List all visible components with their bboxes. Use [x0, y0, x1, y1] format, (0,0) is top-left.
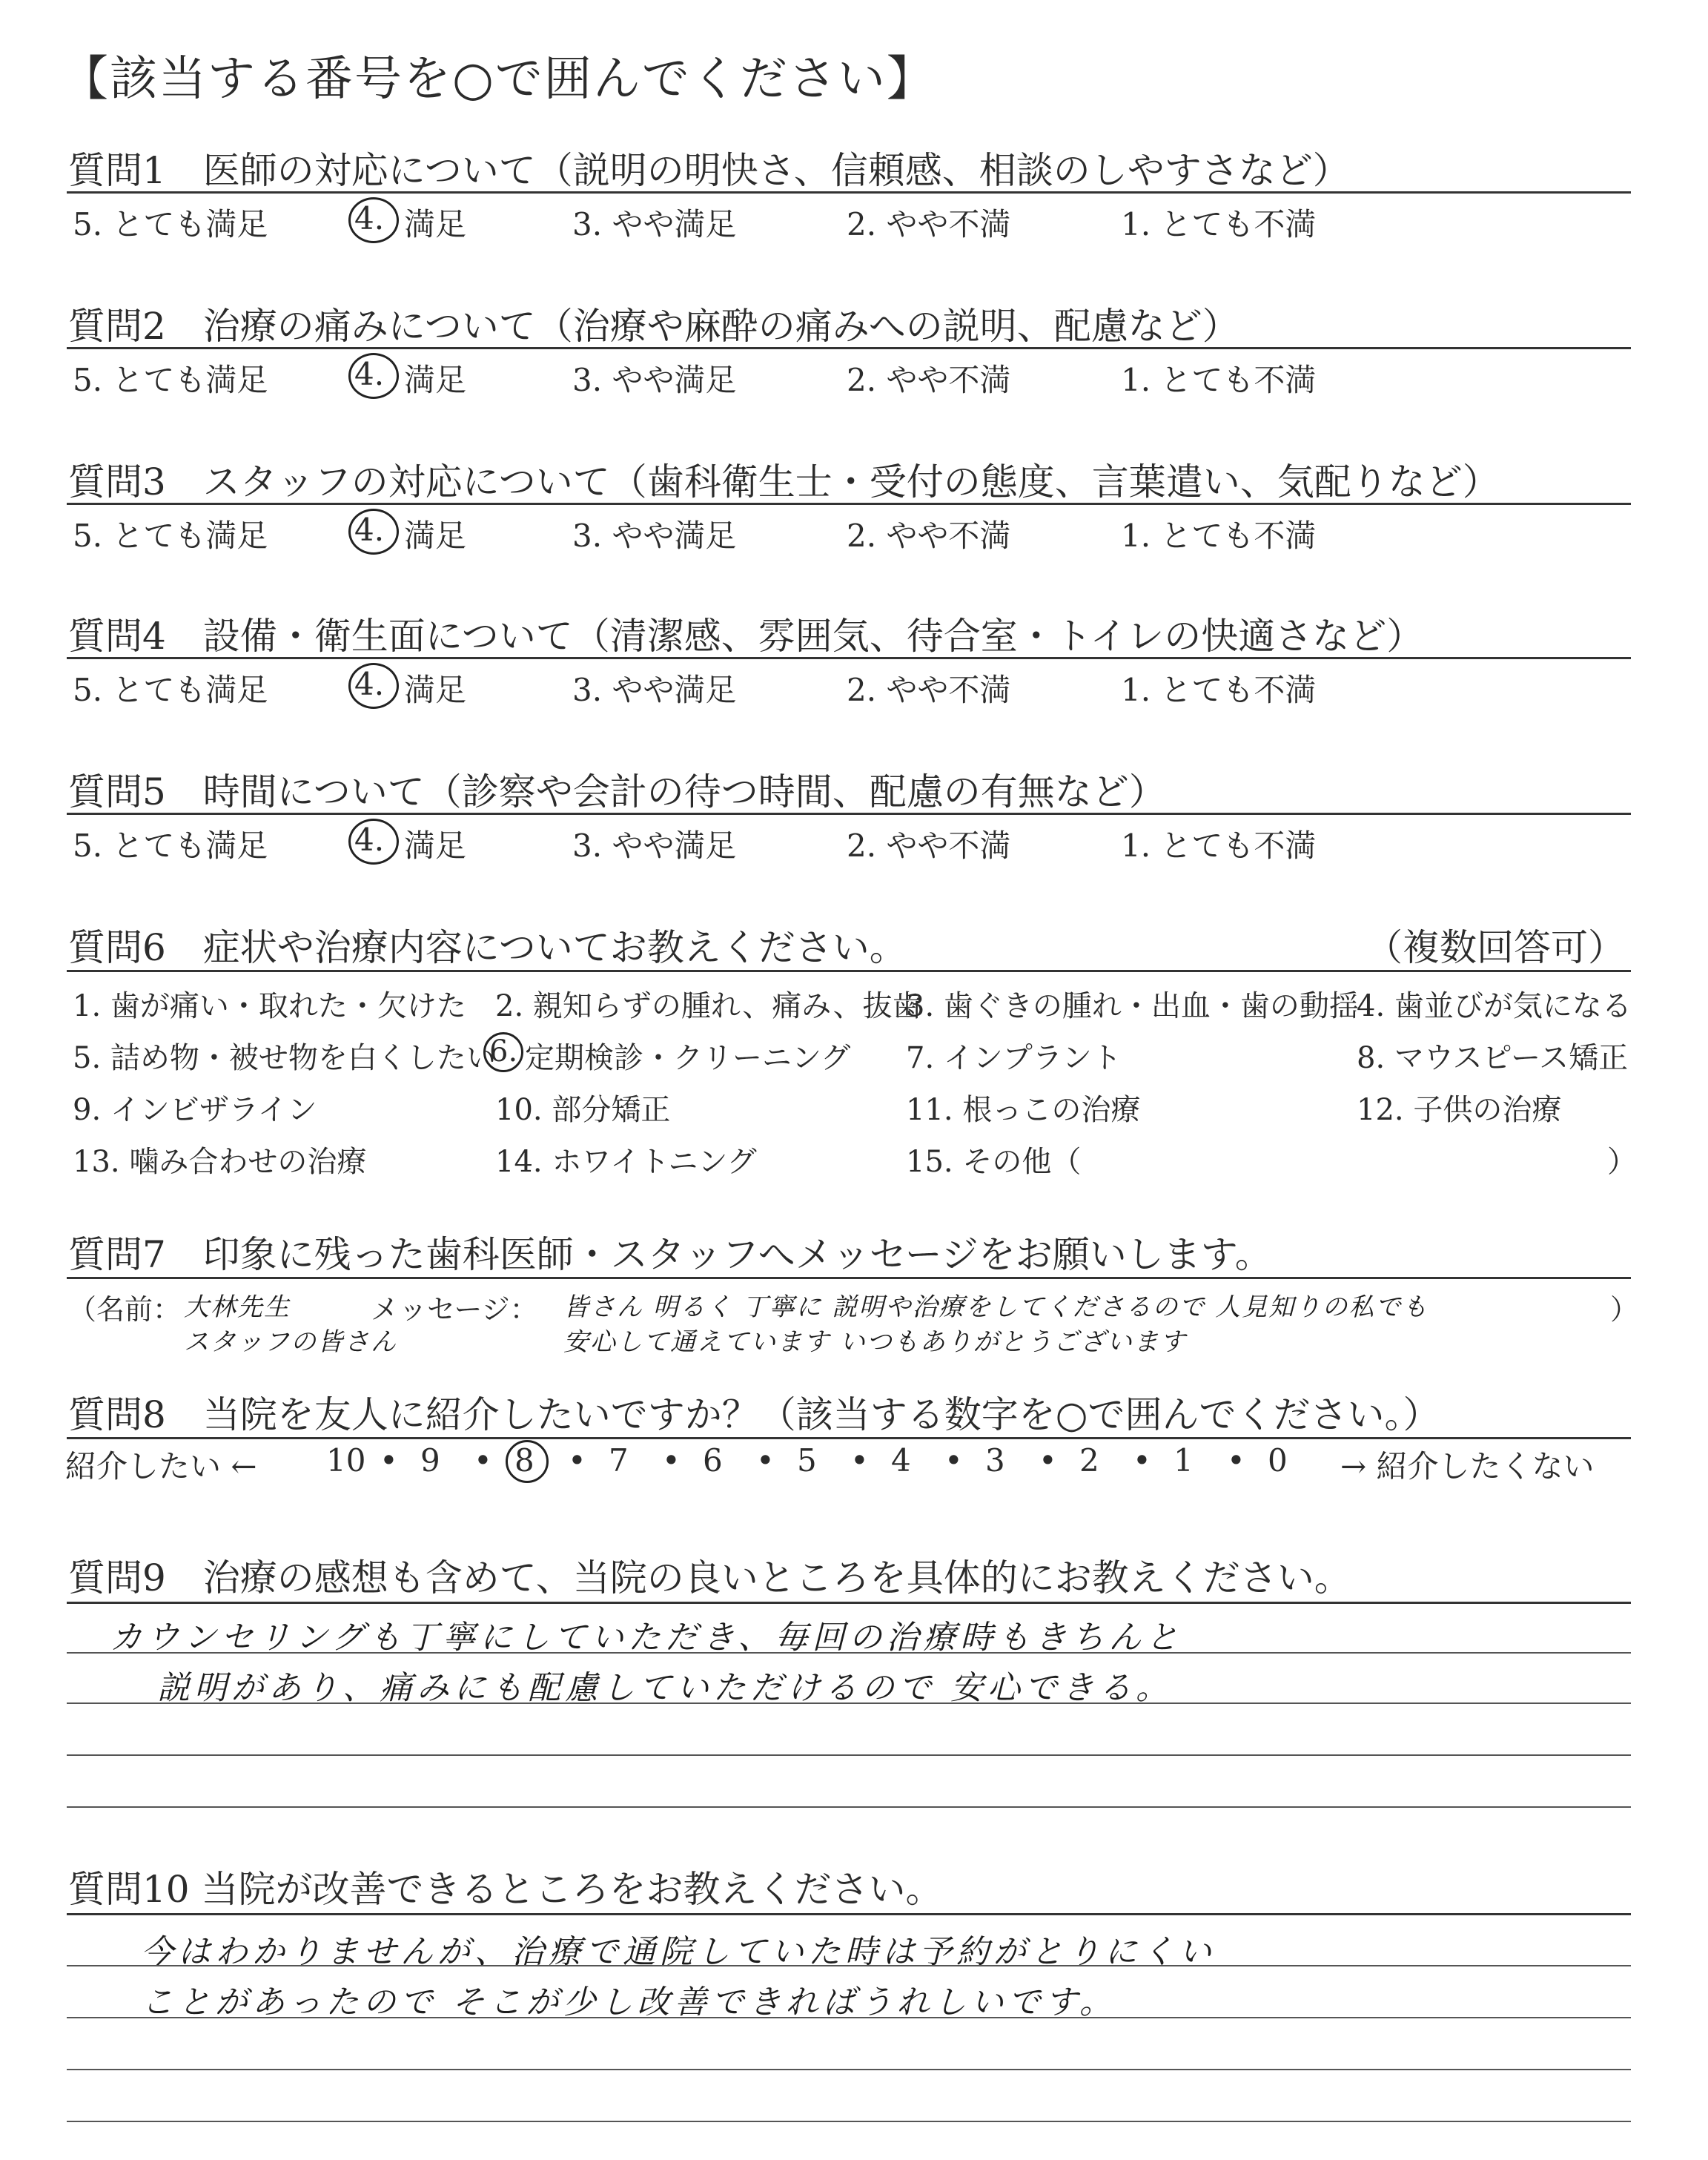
q8-scale-5[interactable]: 5 — [797, 1442, 817, 1479]
q1-selected-circle — [348, 197, 399, 243]
q6-option-4[interactable]: 4. 歯並びが気になる — [1357, 989, 1632, 1023]
q2-opt-4-label[interactable]: 満足 — [404, 362, 467, 398]
q2-rule — [67, 347, 1631, 349]
q9-title: 質問9 治療の感想も含めて、当院の良いところを具体的にお教えください。 — [68, 1556, 1351, 1599]
q2-opt-2[interactable]: 2. やや不満 — [847, 362, 1011, 398]
q9-rule — [67, 1602, 1631, 1604]
q9-answer-line1[interactable]: カウンセリングも丁寧にしていただき、毎回の治療時もきちんと — [110, 1619, 1183, 1657]
q7-close: ） — [1610, 1293, 1639, 1326]
q1-rule — [67, 191, 1631, 194]
q6-option-15-close: ） — [1607, 1145, 1637, 1179]
q9-line-2 — [67, 1702, 1631, 1704]
q5-selected-circle — [348, 819, 399, 865]
q2-opt-1[interactable]: 1. とても不満 — [1121, 362, 1317, 398]
q10-answer-line2[interactable]: ことがあったので そこが少し改善できればうれしいです。 — [141, 1984, 1117, 2021]
q5-opt-1[interactable]: 1. とても不満 — [1121, 828, 1317, 864]
q8-scale-4[interactable]: 4 — [891, 1442, 911, 1479]
q5-opt-4-label[interactable]: 満足 — [404, 828, 467, 864]
q4-opt-4-label[interactable]: 満足 — [404, 672, 467, 708]
q8-scale-dot: • — [1039, 1442, 1057, 1479]
q4-selected-circle — [348, 663, 399, 709]
q8-left-label: 紹介したい ← — [65, 1448, 257, 1484]
q10-line-3 — [67, 2069, 1631, 2070]
q6-option-10[interactable]: 10. 部分矯正 — [495, 1093, 671, 1127]
q8-scale-8[interactable]: 8 — [514, 1442, 534, 1479]
q8-scale-2[interactable]: 2 — [1079, 1442, 1099, 1479]
q9-line-3 — [67, 1754, 1631, 1756]
q4-opt-1[interactable]: 1. とても不満 — [1121, 672, 1317, 708]
q8-scale-dot: • — [850, 1442, 869, 1479]
q3-title: 質問3 スタッフの対応について（歯科衛生士・受付の態度、言葉遣い、気配りなど） — [68, 460, 1500, 503]
q1-opt-4-number[interactable]: 4. — [354, 200, 385, 237]
q7-name-label: （名前： — [68, 1293, 182, 1326]
q5-rule — [67, 813, 1631, 815]
q3-opt-5[interactable]: 5. とても満足 — [73, 518, 268, 554]
q3-opt-4-label[interactable]: 満足 — [404, 518, 467, 554]
q6-option-14[interactable]: 14. ホワイトニング — [495, 1145, 757, 1179]
q5-opt-3[interactable]: 3. やや満足 — [572, 828, 737, 864]
q8-scale-7[interactable]: 7 — [609, 1442, 629, 1479]
q7-rule — [67, 1277, 1631, 1279]
q4-opt-5[interactable]: 5. とても満足 — [73, 672, 268, 708]
q6-option-6-number[interactable]: 6. — [489, 1034, 518, 1069]
q6-option-2[interactable]: 2. 親知らずの腫れ、痛み、抜歯 — [495, 989, 922, 1023]
q2-title: 質問2 治療の痛みについて（治療や麻酔の痛みへの説明、配慮など） — [68, 305, 1239, 348]
q8-scale-dot: • — [474, 1442, 492, 1479]
q8-scale-dot: • — [568, 1442, 586, 1479]
q2-opt-3[interactable]: 3. やや満足 — [572, 362, 737, 398]
q10-line-2 — [67, 2017, 1631, 2018]
q10-title: 質問10 当院が改善できるところをお教えください。 — [68, 1868, 943, 1911]
q8-scale-1[interactable]: 1 — [1174, 1442, 1194, 1479]
q8-scale-dot: • — [944, 1442, 963, 1479]
q6-option-3[interactable]: 3. 歯ぐきの腫れ・出血・歯の動揺 — [906, 989, 1359, 1023]
q10-line-4 — [67, 2121, 1631, 2122]
q8-scale-dot: • — [1133, 1442, 1151, 1479]
q8-scale-dot: • — [380, 1442, 398, 1479]
q6-option-11[interactable]: 11. 根っこの治療 — [906, 1093, 1141, 1127]
q6-rule — [67, 970, 1631, 972]
q5-opt-2[interactable]: 2. やや不満 — [847, 828, 1011, 864]
q2-opt-4-number[interactable]: 4. — [354, 356, 385, 392]
q10-answer-line1[interactable]: 今はわかりませんが、治療で通院していた時は予約がとりにくい — [141, 1933, 1216, 1971]
q1-title: 質問1 医師の対応について（説明の明快さ、信頼感、相談のしやすさなど） — [68, 149, 1350, 192]
page-header: 【該当する番号を○で囲んでください】 — [61, 52, 936, 107]
q6-option-1[interactable]: 1. 歯が痛い・取れた・欠けた — [73, 989, 466, 1023]
q6-option-5[interactable]: 5. 詰め物・被せ物を白くしたい — [73, 1041, 496, 1075]
q8-scale-9[interactable]: 9 — [420, 1442, 440, 1479]
q8-scale-3[interactable]: 3 — [985, 1442, 1005, 1479]
q1-opt-3[interactable]: 3. やや満足 — [572, 206, 737, 242]
q8-rule — [67, 1437, 1631, 1439]
q1-opt-4-label[interactable]: 満足 — [404, 206, 467, 242]
q7-message-line2[interactable]: 安心して通えています いつもありがとうございます — [563, 1327, 1187, 1357]
q6-option-8[interactable]: 8. マウスピース矯正 — [1357, 1041, 1629, 1075]
q3-opt-4-number[interactable]: 4. — [354, 512, 385, 548]
q8-scale-6[interactable]: 6 — [703, 1442, 723, 1479]
q6-option-15[interactable]: 15. その他（ — [906, 1145, 1082, 1179]
q8-scale-dot: • — [1227, 1442, 1245, 1479]
q5-opt-4-number[interactable]: 4. — [354, 822, 385, 858]
q8-selected-circle — [506, 1440, 549, 1483]
q8-scale-10[interactable]: 10 — [326, 1442, 366, 1479]
q8-scale-dot: • — [756, 1442, 775, 1479]
q1-opt-2[interactable]: 2. やや不満 — [847, 206, 1011, 242]
q8-title: 質問8 当院を友人に紹介したいですか？（該当する数字を○で囲んでください。） — [68, 1393, 1440, 1436]
q7-message-line1[interactable]: 皆さん 明るく 丁寧に 説明や治療をしてくださるので 人見知りの私でも — [563, 1292, 1429, 1322]
q10-rule — [67, 1913, 1631, 1915]
q4-opt-4-number[interactable]: 4. — [354, 666, 385, 702]
q1-opt-1[interactable]: 1. とても不満 — [1121, 206, 1317, 242]
q9-line-4 — [67, 1806, 1631, 1808]
q7-name-line1[interactable]: 大林先生 — [184, 1292, 291, 1322]
q6-option-9[interactable]: 9. インビザライン — [73, 1093, 317, 1127]
q5-title: 質問5 時間について（診察や会計の待つ時間、配慮の有無など） — [68, 770, 1166, 813]
q6-note: （複数回答可） — [1366, 926, 1625, 969]
q4-opt-2[interactable]: 2. やや不満 — [847, 672, 1011, 708]
q6-option-6-label[interactable]: 定期検診・クリーニング — [525, 1041, 851, 1075]
q4-opt-3[interactable]: 3. やや満足 — [572, 672, 737, 708]
q9-answer-line2[interactable]: 説明があり、痛みにも配慮していただけるので 安心できる。 — [157, 1669, 1173, 1707]
q6-option-12[interactable]: 12. 子供の治療 — [1357, 1093, 1562, 1127]
q3-rule — [67, 503, 1631, 505]
q7-message-label: メッセージ： — [371, 1293, 538, 1326]
q10-line-1 — [67, 1965, 1631, 1966]
q8-scale-dot: • — [662, 1442, 681, 1479]
q9-line-1 — [67, 1652, 1631, 1654]
q1-opt-5[interactable]: 5. とても満足 — [73, 206, 268, 242]
q8-scale-0[interactable]: 0 — [1268, 1442, 1288, 1479]
q3-selected-circle — [348, 509, 399, 555]
q2-opt-5[interactable]: 5. とても満足 — [73, 362, 268, 398]
q3-opt-2[interactable]: 2. やや不満 — [847, 518, 1011, 554]
q7-name-line2[interactable]: スタッフの皆さん — [184, 1327, 397, 1357]
q7-title: 質問7 印象に残った歯科医師・スタッフへメッセージをお願いします。 — [68, 1233, 1272, 1276]
q8-right-label: → 紹介したくない — [1340, 1448, 1595, 1484]
q6-title: 質問6 症状や治療内容についてお教えください。 — [68, 926, 907, 969]
q6-option-7[interactable]: 7. インプラント — [906, 1041, 1122, 1075]
q5-opt-5[interactable]: 5. とても満足 — [73, 828, 268, 864]
q2-selected-circle — [348, 353, 399, 399]
q3-opt-3[interactable]: 3. やや満足 — [572, 518, 737, 554]
q6-selected-circle — [483, 1032, 523, 1072]
q3-opt-1[interactable]: 1. とても不満 — [1121, 518, 1317, 554]
q4-rule — [67, 657, 1631, 659]
q4-title: 質問4 設備・衛生面について（清潔感、雰囲気、待合室・トイレの快適さなど） — [68, 615, 1424, 658]
q6-option-13[interactable]: 13. 噛み合わせの治療 — [73, 1145, 367, 1179]
